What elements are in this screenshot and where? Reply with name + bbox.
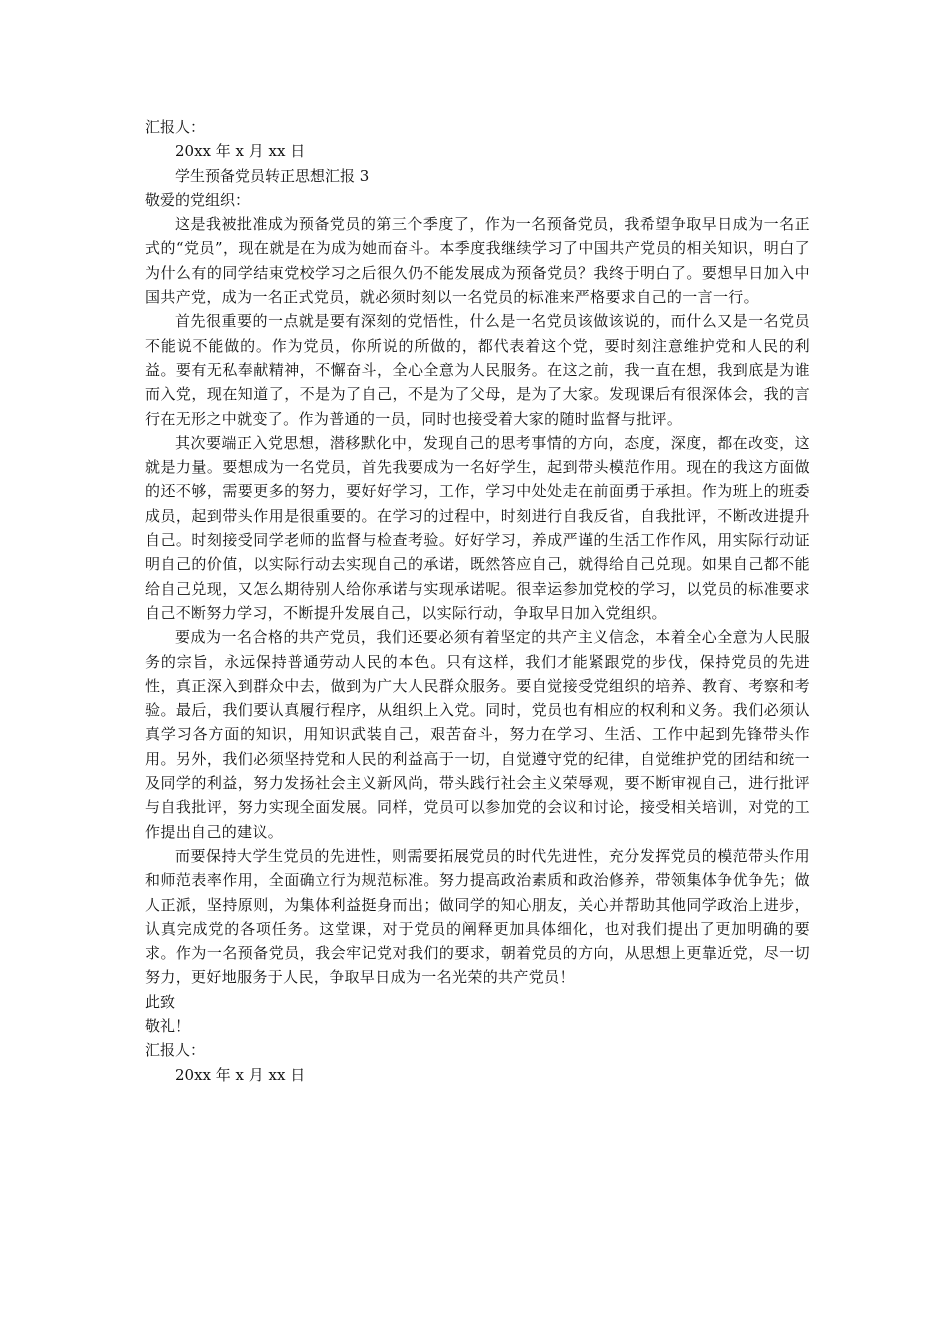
header-reporter-label: 汇报人： xyxy=(145,118,206,136)
closing-line-2: 敬礼！ xyxy=(145,1016,191,1035)
document-page xyxy=(145,115,810,1087)
document-title: 学生预备党员转正思想汇报 3 xyxy=(175,166,370,185)
body-paragraph-4: 要成为一名合格的共产党员，我们还要必须有着坚定的共产主义信念，本着全心全意为人民服务的宗旨，永远保持普通劳动人民的本色。只有这样，我们才能紧跟党的步伐，保持党员的先进性，真正深入到群众中去，做到为广大人民群众服务。要自觉接受党组织的培养、教育、考察和考验。最后，我们要认真履行程序，从组织上入党。同时，党员也有相应的权利和义务。我们必须认真学习各方面的知识，用知识武装自己，艰苦奋斗，努力在学习、生活、工作中起到先锋带头作用。另外，我们必须坚持党和人民的利益高于一切，自觉遵守党的纪律，自觉维护党的团结和统一及同学的利益，努力发扬社会主义新风尚，带头践行社会主义荣辱观，要不断审视自己，进行批评与自我批评，努力实现全面发展。同样，党员可以参加党的会议和讨论，接受相关培训，对党的工作提出自己的建议。 xyxy=(145,628,810,841)
header-date: 20xx 年 x 月 xx 日 xyxy=(175,142,306,161)
footer-date: 20xx 年 x 月 xx 日 xyxy=(175,1065,306,1084)
body-paragraph-5: 而要保持大学生党员的先进性，则需要拓展党员的时代先进性，充分发挥党员的模范带头作用和师范表率作用，全面确立行为规范标准。努力提高政治素质和政治修养，带领集体争优争先；做人正派，坚持原则，为集体利益挺身而出；做同学的知心朋友，关心并帮助其他同学政治上进步，认真完成党的各项任务。这堂课，对于党员的阐释更加具体细化，也对我们提出了更加明确的要求。作为一名预备党员，我会牢记党对我们的要求，朝着党员的方向，从思想上更靠近党，尽一切努力，更好地服务于人民，争取早日成为一名光荣的共产党员！ xyxy=(145,846,810,987)
body-paragraph-3: 其次要端正入党思想，潜移默化中，发现自己的思考事情的方向，态度，深度，都在改变，这就是力量。要想成为一名党员，首先我要成为一名好学生，起到带头模范作用。现在的我这方面做的还不够，需要更多的努力，要好好学习，工作，学习中处处走在前面勇于承担。作为班上的班委成员，起到带头作用是很重要的。在学习的过程中，时刻进行自我反省，自我批评，不断改进提升自己。时刻接受同学老师的监督与检查考验。好好学习，养成严谨的生活工作作风，用实际行动证明自己的价值，以实际行动去实现自己的承诺，既然答应自己，就得给自己兑现。如果自己都不能给自己兑现，又怎么期待别人给你承诺与实现承诺呢。很幸运参加党校的学习，以党员的标准要求自己不断努力学习，不断提升发展自己，以实际行动，争取早日加入党组织。 xyxy=(145,433,810,622)
body-paragraph-1: 这是我被批准成为预备党员的第三个季度了，作为一名预备党员，我希望争取早日成为一名正式的“党员”，现在就是在为成为她而奋斗。本季度我继续学习了中国共产党员的相关知识，明白了为什么有的同学结束党校学习之后很久仍不能发展成为预备党员？我终于明白了。要想早日加入中国共产党，成为一名正式党员，就必须时刻以一名党员的标准来严格要求自己的一言一行。 xyxy=(145,215,810,307)
body-paragraph-2: 首先很重要的一点就是要有深刻的党悟性，什么是一名党员该做该说的，而什么又是一名党员不能说不能做的。作为党员，你所说的所做的，都代表着这个党，要时刻注意维护党和人民的利益。要有无私奉献精神，不懈奋斗，全心全意为人民服务。在这之前，我一直在想，我到底是为谁而入党，现在知道了，不是为了自己，不是为了父母，是为了大家。发现课后有很深体会，我的言行在无形之中就变了。作为普通的一员，同时也接受着大家的随时监督与批评。 xyxy=(145,312,810,428)
salutation: 敬爱的党组织： xyxy=(145,190,251,209)
closing-line-1: 此致 xyxy=(145,992,176,1011)
footer-reporter-label: 汇报人： xyxy=(145,1041,206,1060)
